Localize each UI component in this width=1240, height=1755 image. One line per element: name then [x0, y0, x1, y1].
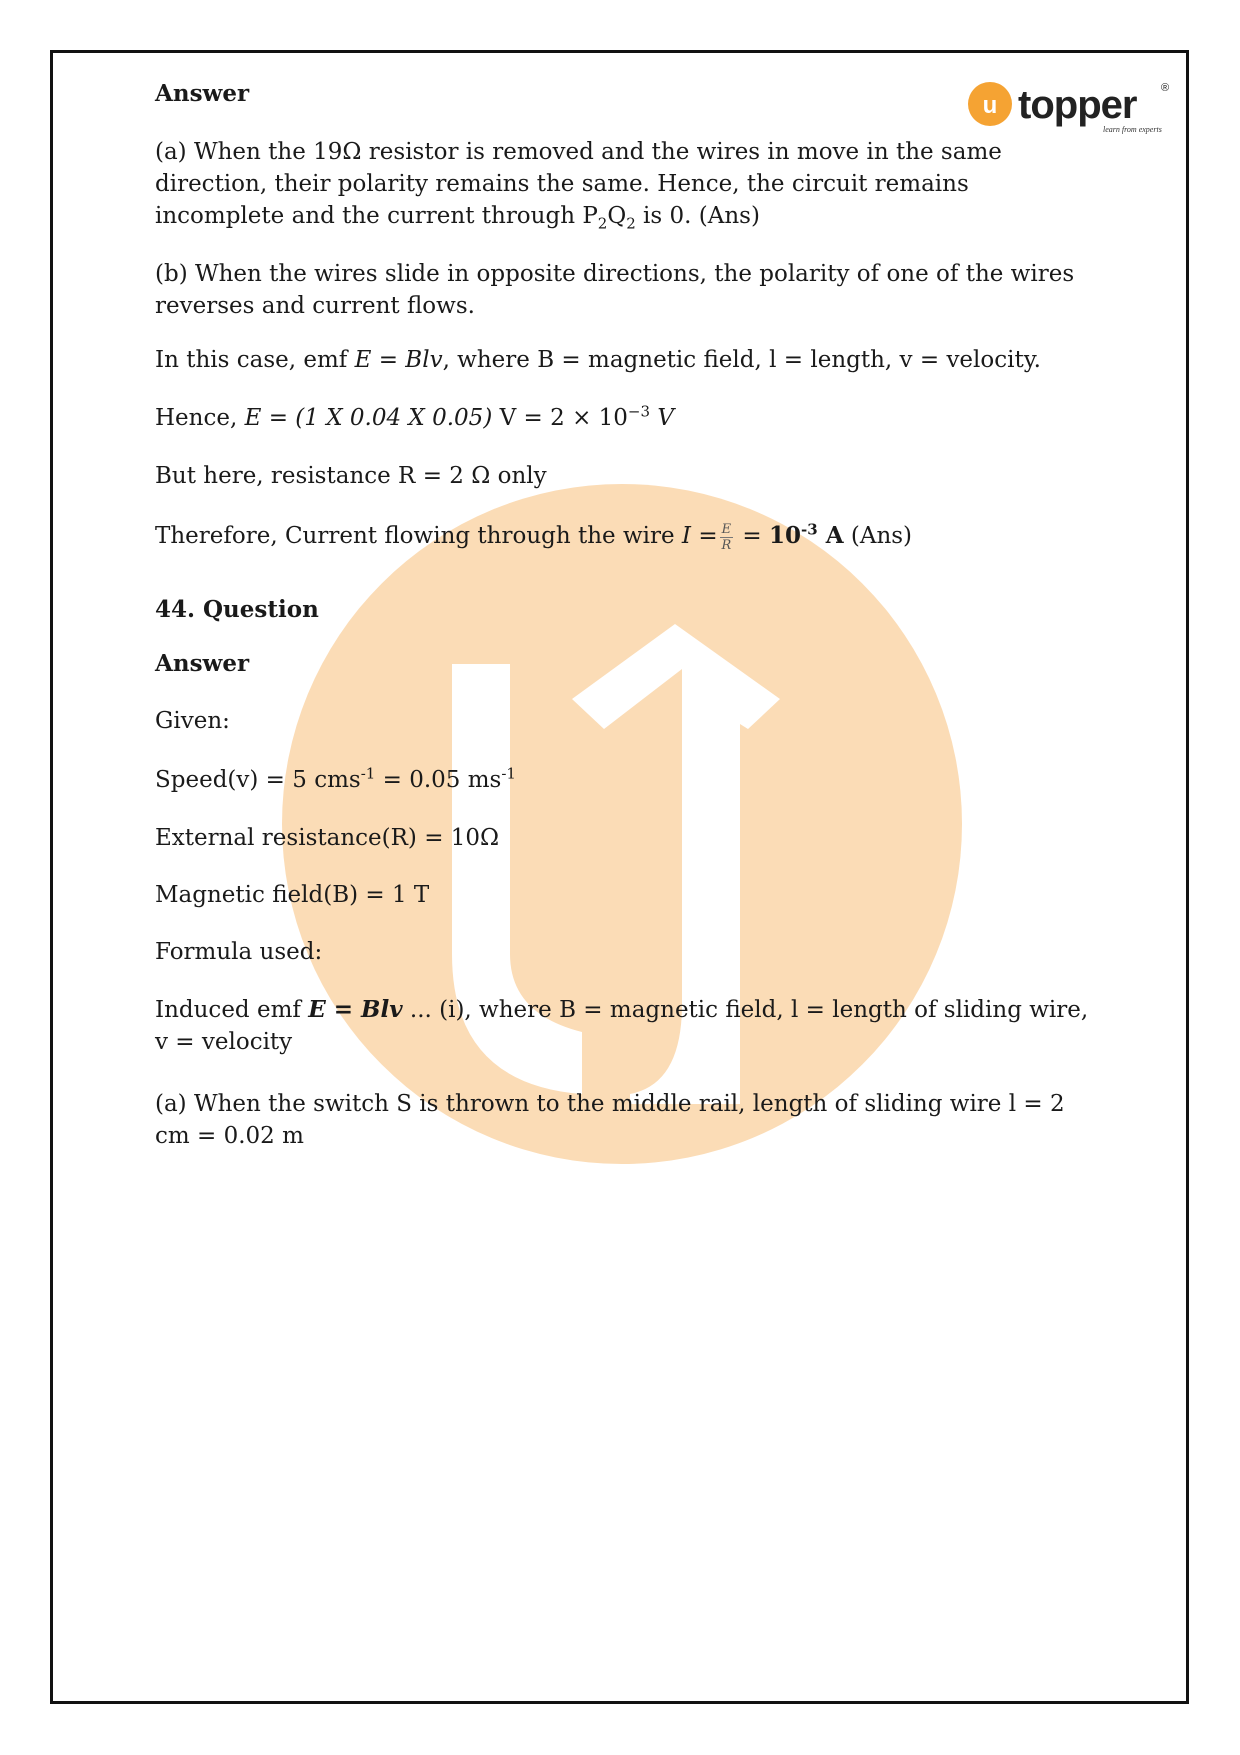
- current-line: Therefore, Current flowing through the wire I = $\frac{E}{R}$ = $10^{-3}$ A (Ans): [155, 520, 913, 553]
- topper-logo: [968, 78, 1168, 142]
- given-label: Given:: [155, 708, 230, 734]
- part-b-paragraph: (b) When the wires slide in opposite directions, the polarity of one of the wires reverses and current flows.: [155, 261, 1075, 319]
- answer-heading-2: Answer: [155, 650, 250, 677]
- magnetic-field-line: Magnetic field(B) = 1 T: [155, 882, 430, 908]
- formula-used-label: Formula used:: [155, 939, 323, 965]
- hence-line: Hence, E = (1 X 0.04 X 0.05) $V = 2 \times 10^{-3}$ V: [155, 402, 674, 431]
- logo-brand-text: topper: [1018, 83, 1137, 127]
- part-a-paragraph: (a) When the 19Ω resistor is removed and the wires in move in the same direction, their polarity remains the same. Hence, the circuit remains incomplete and the current through $P_2Q_2$ is 0. (Ans): [155, 139, 1002, 233]
- e-over-r-fraction: $\frac{E}{R}$: [721, 521, 732, 553]
- emf-line: In this case, emf E = Blv, where B = magnetic field, l = length, v = velocity.: [155, 347, 1041, 373]
- speed-line: Speed(v) = 5 cms$^{-1}$ = 0.05 $ms^{-1}$: [155, 764, 516, 793]
- resistance-line: But here, resistance R = 2 Ω only: [155, 463, 547, 489]
- external-resistance-line: External resistance(R) = 10Ω: [155, 825, 500, 851]
- svg-text:u: u: [982, 92, 998, 119]
- induced-emf-paragraph: Induced emf E = Blv ... (i), where B = magnetic field, l = length of sliding wire, v = velocity: [155, 996, 1089, 1055]
- svg-text:®: ®: [1161, 82, 1170, 94]
- switch-paragraph: (a) When the switch S is thrown to the middle rail, length of sliding wire l = 2 cm = 0.02 m: [155, 1091, 1065, 1149]
- logo-tagline: learn from experts: [1103, 125, 1162, 134]
- question-44-heading: 44. Question: [155, 596, 319, 623]
- answer-heading: Answer: [155, 80, 250, 107]
